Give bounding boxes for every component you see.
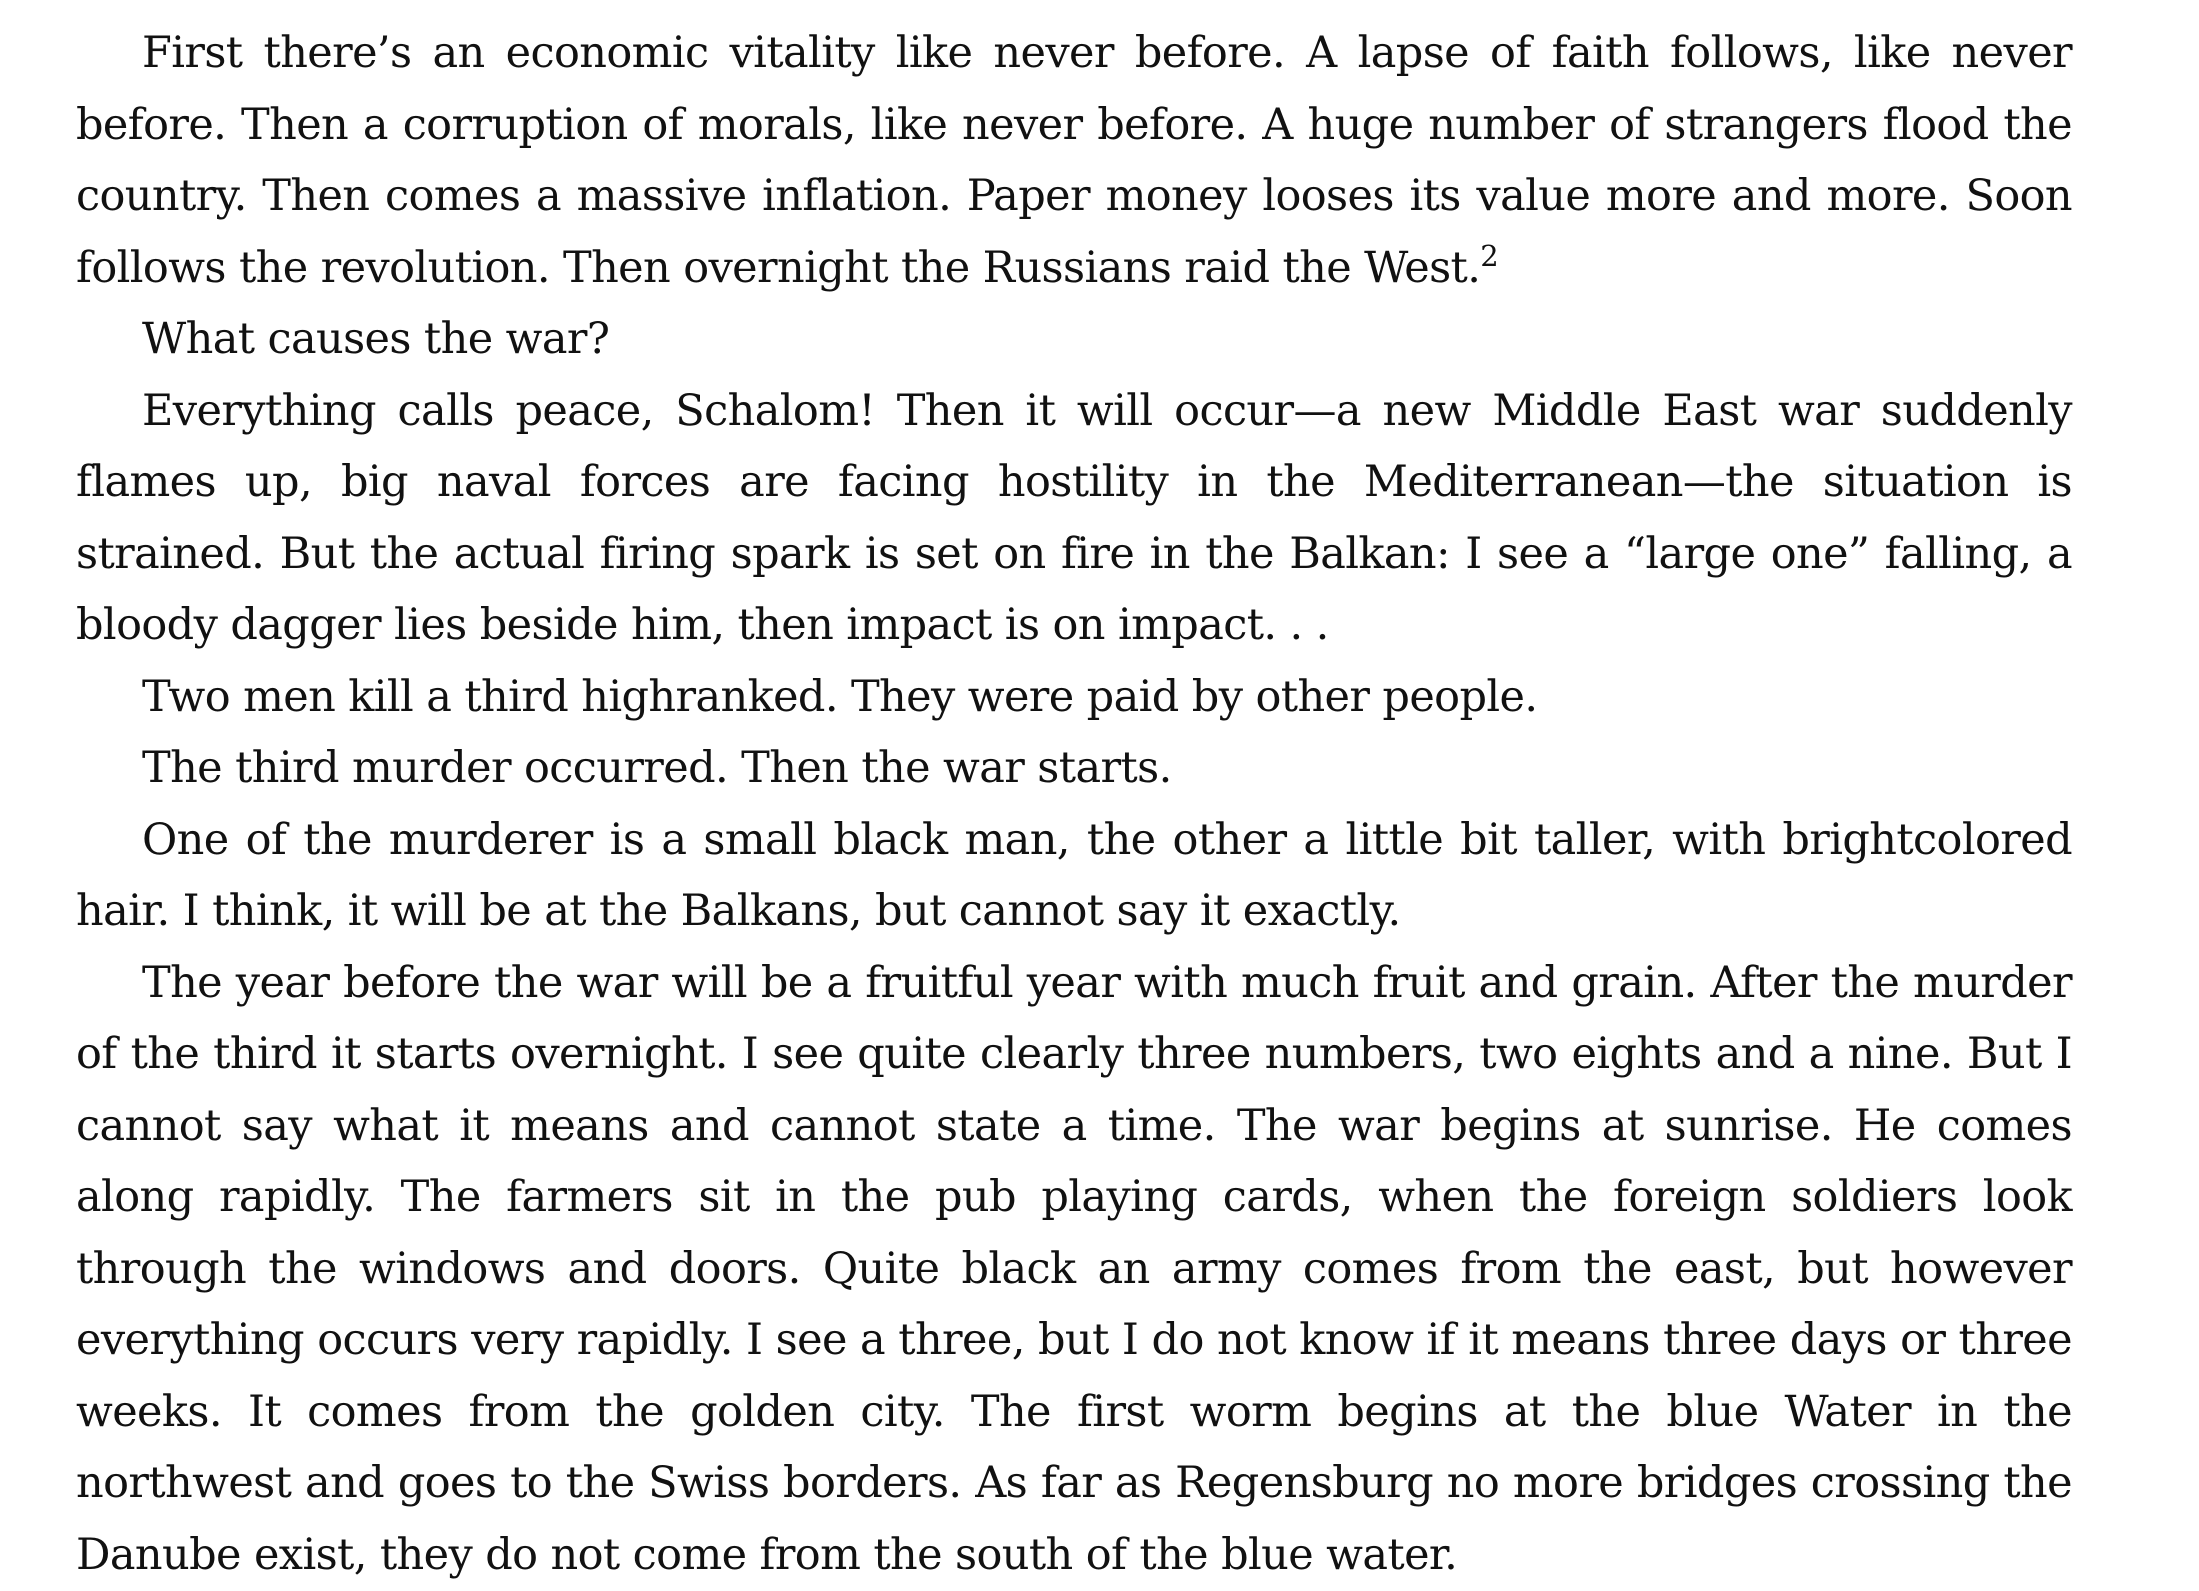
paragraph: The third murder occurred. Then the war starts. [76, 733, 2072, 805]
paragraph: The year before the war will be a fruitful year with much fruit and grain. After the murder of the third it starts overnight. I see quite clearly three numbers, two eights and a nine. But I cannot say what it means and cannot state a time. The war begins at sunrise. He comes along rapidly. The farmers sit in the pub playing cards, when the foreign soldiers look through the windows and doors. Quite black an army comes from the east, but however everything occurs very rapidly. I see a three, but I do not know if it means three days or three weeks. It comes from the golden city. The first worm begins at the blue Water in the northwest and goes to the Swiss borders. As far as Regensburg no more bridges crossing the Danube exist, they do not come from the south of the blue water. [76, 948, 2072, 1591]
paragraph-text: First there’s an economic vitality like never before. A lapse of faith follows, like never before. Then a corruption of morals, like never before. A huge number of strangers flood the country. Then comes a massive inflation. Paper money looses its value more and more. Soon follows the revolution. Then overnight the Russians raid the West. [76, 28, 2072, 293]
document-body [76, 18, 2072, 1591]
paragraph [76, 18, 2072, 304]
paragraph: What causes the war? [76, 304, 2072, 376]
footnote-marker[interactable]: 2 [1480, 239, 1498, 273]
paragraph: Two men kill a third highranked. They were paid by other people. [76, 662, 2072, 734]
paragraph: One of the murderer is a small black man, the other a little bit taller, with brightcolored hair. I think, it will be at the Balkans, but cannot say it exactly. [76, 805, 2072, 948]
paragraph: Everything calls peace, Schalom! Then it will occur—a new Middle East war suddenly flames up, big naval forces are facing hostility in the Mediterranean—the situation is strained. But the actual firing spark is set on fire in the Balkan: I see a “large one” falling, a bloody dagger lies beside him, then impact is on impact. . . [76, 376, 2072, 662]
